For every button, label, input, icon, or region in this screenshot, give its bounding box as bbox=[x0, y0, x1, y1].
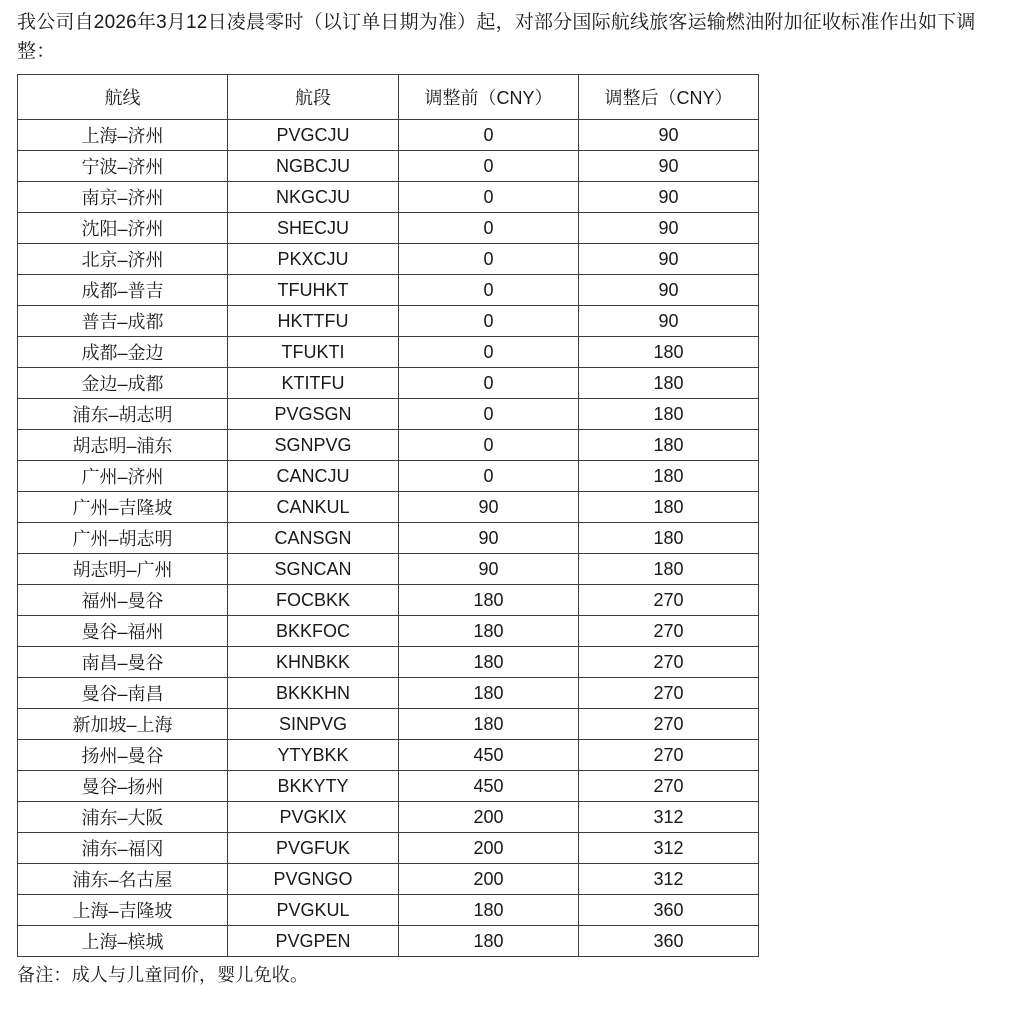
cell-segment: TFUKTI bbox=[228, 337, 399, 368]
cell-after: 270 bbox=[579, 647, 759, 678]
cell-after: 90 bbox=[579, 151, 759, 182]
table-row bbox=[18, 306, 759, 337]
cell-route: 沈阳–济州 bbox=[18, 213, 228, 244]
cell-before: 90 bbox=[399, 523, 579, 554]
cell-segment: PVGKIX bbox=[228, 802, 399, 833]
cell-route: 新加坡–上海 bbox=[18, 709, 228, 740]
cell-route: 南昌–曼谷 bbox=[18, 647, 228, 678]
table-row bbox=[18, 802, 759, 833]
cell-route: 普吉–成都 bbox=[18, 306, 228, 337]
table-row bbox=[18, 740, 759, 771]
cell-after: 180 bbox=[579, 430, 759, 461]
cell-before: 180 bbox=[399, 585, 579, 616]
cell-segment: KTITFU bbox=[228, 368, 399, 399]
cell-before: 0 bbox=[399, 182, 579, 213]
cell-route: 浦东–名古屋 bbox=[18, 864, 228, 895]
cell-segment: BKKFOC bbox=[228, 616, 399, 647]
cell-before: 0 bbox=[399, 244, 579, 275]
cell-after: 90 bbox=[579, 244, 759, 275]
cell-route: 宁波–济州 bbox=[18, 151, 228, 182]
cell-segment: CANKUL bbox=[228, 492, 399, 523]
notice-intro-text: 我公司自2026年3月12日凌晨零时（以订单日期为准）起，对部分国际航线旅客运输燃油附加征收标准作出如下调整： bbox=[17, 12, 976, 62]
cell-route: 上海–济州 bbox=[18, 120, 228, 151]
cell-after: 270 bbox=[579, 616, 759, 647]
cell-segment: PVGCJU bbox=[228, 120, 399, 151]
table-row bbox=[18, 368, 759, 399]
cell-after: 360 bbox=[579, 926, 759, 957]
cell-before: 180 bbox=[399, 895, 579, 926]
table-header bbox=[18, 75, 759, 120]
cell-route: 胡志明–浦东 bbox=[18, 430, 228, 461]
cell-route: 曼谷–南昌 bbox=[18, 678, 228, 709]
cell-route: 曼谷–扬州 bbox=[18, 771, 228, 802]
cell-segment: SGNCAN bbox=[228, 554, 399, 585]
cell-after: 270 bbox=[579, 678, 759, 709]
cell-before: 0 bbox=[399, 461, 579, 492]
cell-route: 广州–吉隆坡 bbox=[18, 492, 228, 523]
table-row bbox=[18, 399, 759, 430]
table-row bbox=[18, 647, 759, 678]
cell-route: 上海–吉隆坡 bbox=[18, 895, 228, 926]
column-header-before: 调整前（CNY） bbox=[399, 75, 579, 120]
cell-segment: KHNBKK bbox=[228, 647, 399, 678]
table-row bbox=[18, 337, 759, 368]
cell-after: 180 bbox=[579, 399, 759, 430]
cell-before: 0 bbox=[399, 213, 579, 244]
column-header-after: 调整后（CNY） bbox=[579, 75, 759, 120]
fuel-table-body bbox=[18, 120, 759, 957]
cell-after: 312 bbox=[579, 802, 759, 833]
cell-after: 270 bbox=[579, 771, 759, 802]
cell-before: 90 bbox=[399, 554, 579, 585]
cell-segment: FOCBKK bbox=[228, 585, 399, 616]
cell-before: 450 bbox=[399, 771, 579, 802]
cell-before: 180 bbox=[399, 709, 579, 740]
cell-before: 0 bbox=[399, 368, 579, 399]
cell-before: 0 bbox=[399, 151, 579, 182]
cell-before: 0 bbox=[399, 430, 579, 461]
cell-after: 270 bbox=[579, 709, 759, 740]
table-row bbox=[18, 895, 759, 926]
cell-before: 0 bbox=[399, 275, 579, 306]
cell-segment: SGNPVG bbox=[228, 430, 399, 461]
cell-route: 上海–槟城 bbox=[18, 926, 228, 957]
table-row bbox=[18, 120, 759, 151]
table-row bbox=[18, 833, 759, 864]
cell-segment: BKKKHN bbox=[228, 678, 399, 709]
cell-before: 90 bbox=[399, 492, 579, 523]
table-row bbox=[18, 492, 759, 523]
cell-segment: HKTTFU bbox=[228, 306, 399, 337]
table-row bbox=[18, 213, 759, 244]
table-row bbox=[18, 430, 759, 461]
cell-after: 180 bbox=[579, 554, 759, 585]
cell-before: 180 bbox=[399, 616, 579, 647]
cell-segment: SHECJU bbox=[228, 213, 399, 244]
cell-after: 90 bbox=[579, 275, 759, 306]
table-row bbox=[18, 709, 759, 740]
cell-before: 200 bbox=[399, 833, 579, 864]
cell-segment: PVGFUK bbox=[228, 833, 399, 864]
cell-before: 180 bbox=[399, 926, 579, 957]
cell-after: 90 bbox=[579, 182, 759, 213]
table-row bbox=[18, 678, 759, 709]
cell-after: 180 bbox=[579, 523, 759, 554]
table-header-row bbox=[18, 75, 759, 120]
cell-route: 曼谷–福州 bbox=[18, 616, 228, 647]
cell-segment: PKXCJU bbox=[228, 244, 399, 275]
table-row bbox=[18, 554, 759, 585]
cell-segment: SINPVG bbox=[228, 709, 399, 740]
cell-after: 270 bbox=[579, 585, 759, 616]
table-row bbox=[18, 182, 759, 213]
cell-after: 180 bbox=[579, 337, 759, 368]
cell-before: 450 bbox=[399, 740, 579, 771]
cell-segment: PVGPEN bbox=[228, 926, 399, 957]
cell-after: 270 bbox=[579, 740, 759, 771]
cell-after: 90 bbox=[579, 120, 759, 151]
cell-after: 180 bbox=[579, 368, 759, 399]
cell-route: 南京–济州 bbox=[18, 182, 228, 213]
cell-segment: NGBCJU bbox=[228, 151, 399, 182]
cell-segment: CANSGN bbox=[228, 523, 399, 554]
cell-segment: PVGNGO bbox=[228, 864, 399, 895]
cell-route: 北京–济州 bbox=[18, 244, 228, 275]
cell-before: 200 bbox=[399, 864, 579, 895]
table-row bbox=[18, 151, 759, 182]
cell-before: 180 bbox=[399, 678, 579, 709]
cell-route: 胡志明–广州 bbox=[18, 554, 228, 585]
cell-route: 扬州–曼谷 bbox=[18, 740, 228, 771]
cell-route: 广州–济州 bbox=[18, 461, 228, 492]
cell-route: 金边–成都 bbox=[18, 368, 228, 399]
cell-before: 0 bbox=[399, 306, 579, 337]
cell-before: 0 bbox=[399, 337, 579, 368]
column-header-segment: 航段 bbox=[228, 75, 399, 120]
cell-before: 200 bbox=[399, 802, 579, 833]
cell-segment: PVGKUL bbox=[228, 895, 399, 926]
cell-route: 福州–曼谷 bbox=[18, 585, 228, 616]
table-row bbox=[18, 616, 759, 647]
cell-route: 浦东–福冈 bbox=[18, 833, 228, 864]
cell-after: 312 bbox=[579, 833, 759, 864]
cell-segment: PVGSGN bbox=[228, 399, 399, 430]
cell-route: 广州–胡志明 bbox=[18, 523, 228, 554]
cell-segment: CANCJU bbox=[228, 461, 399, 492]
cell-route: 成都–金边 bbox=[18, 337, 228, 368]
table-row bbox=[18, 585, 759, 616]
table-row bbox=[18, 523, 759, 554]
cell-after: 180 bbox=[579, 492, 759, 523]
table-row bbox=[18, 275, 759, 306]
cell-route: 成都–普吉 bbox=[18, 275, 228, 306]
cell-segment: YTYBKK bbox=[228, 740, 399, 771]
cell-before: 0 bbox=[399, 399, 579, 430]
cell-after: 90 bbox=[579, 213, 759, 244]
cell-segment: NKGCJU bbox=[228, 182, 399, 213]
cell-after: 180 bbox=[579, 461, 759, 492]
table-row bbox=[18, 771, 759, 802]
table-row bbox=[18, 461, 759, 492]
cell-after: 360 bbox=[579, 895, 759, 926]
cell-route: 浦东–胡志明 bbox=[18, 399, 228, 430]
cell-segment: TFUHKT bbox=[228, 275, 399, 306]
table-row bbox=[18, 864, 759, 895]
cell-after: 312 bbox=[579, 864, 759, 895]
cell-before: 0 bbox=[399, 120, 579, 151]
fuel-surcharge-table bbox=[17, 74, 759, 957]
table-row bbox=[18, 244, 759, 275]
cell-route: 浦东–大阪 bbox=[18, 802, 228, 833]
notice-remark-text: 备注：成人与儿童同价，婴儿免收。 bbox=[17, 965, 309, 985]
cell-segment: BKKYTY bbox=[228, 771, 399, 802]
column-header-route: 航线 bbox=[18, 75, 228, 120]
table-row bbox=[18, 926, 759, 957]
cell-after: 90 bbox=[579, 306, 759, 337]
cell-before: 180 bbox=[399, 647, 579, 678]
